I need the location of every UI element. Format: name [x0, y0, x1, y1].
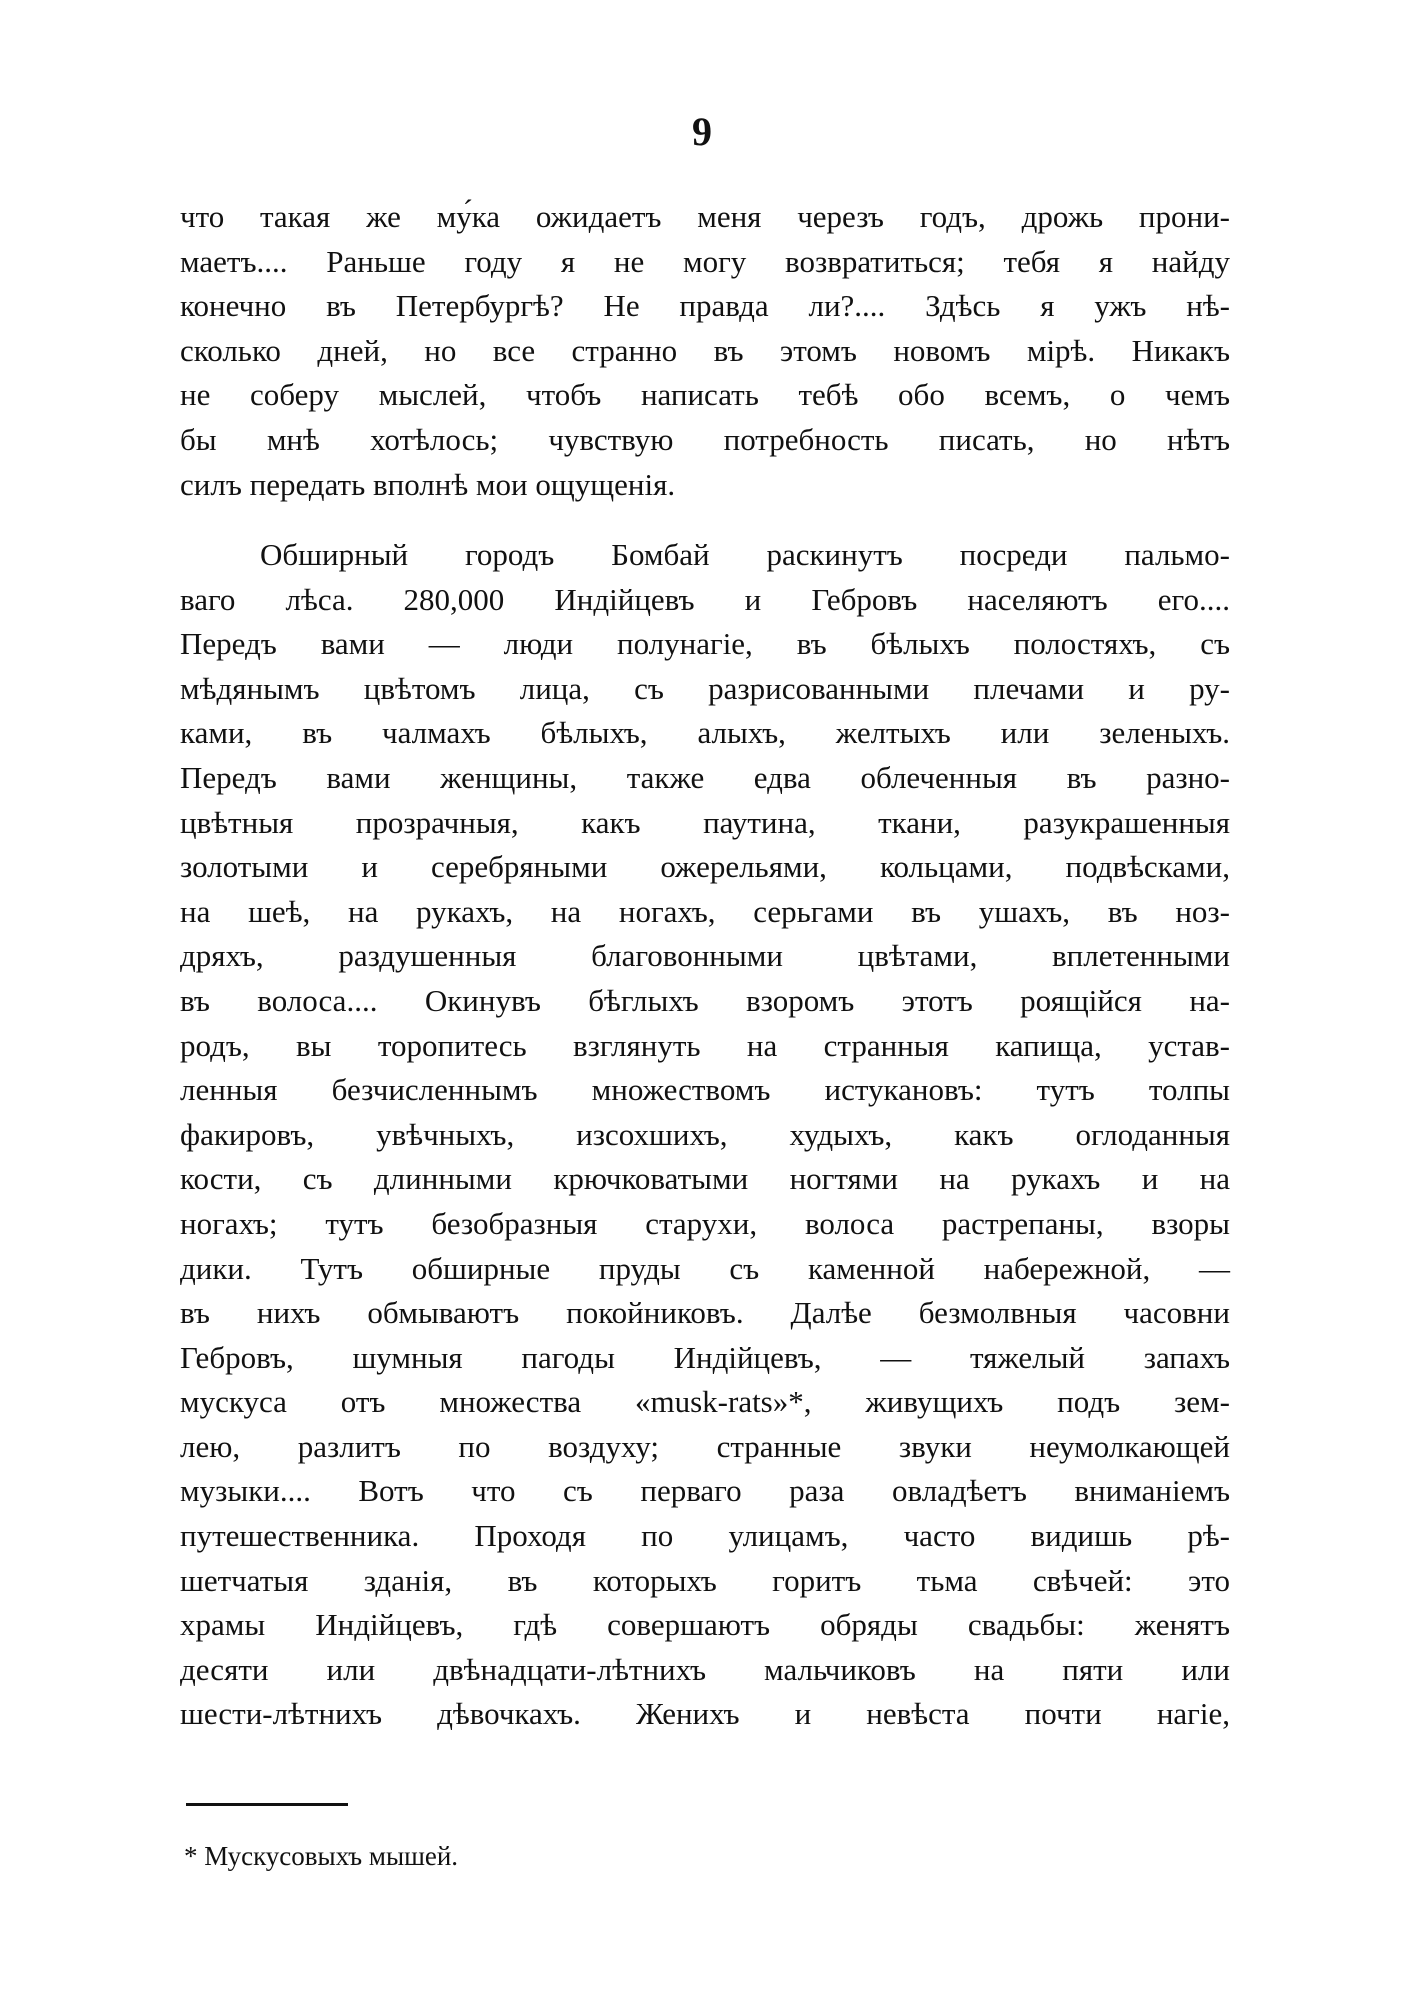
text-line: ваго лѣса. 280,000 Индійцевъ и Гебровъ населяютъ его....	[180, 581, 1230, 617]
text-line: Передъ вами — люди полунагіе, въ бѣлыхъ полостяхъ, съ	[180, 626, 1230, 662]
page-number: 9	[692, 109, 712, 154]
footnote-divider	[186, 1803, 348, 1806]
text-line: мускуса отъ множества «musk-rats»*, живущихъ подъ зем-	[180, 1384, 1230, 1420]
text-line: бы мнѣ хотѣлось; чувствую потребность писать, но нѣтъ	[180, 421, 1230, 457]
text-line: ногахъ; тутъ безобразныя старухи, волоса растрепаны, взоры	[180, 1205, 1230, 1241]
text-line: факировъ, увѣчныхъ, изсохшихъ, худыхъ, какъ оглоданныя	[180, 1116, 1230, 1152]
text-line: десяти или двѣнадцати-лѣтнихъ мальчиковъ на пяти или	[180, 1651, 1230, 1687]
text-line: въ волоса.... Окинувъ бѣглыхъ взоромъ этотъ роящійся на-	[180, 982, 1230, 1018]
text-line: мѣдянымъ цвѣтомъ лица, съ разрисованными плечами и ру-	[180, 670, 1230, 706]
text-line: въ нихъ обмываютъ покойниковъ. Далѣе безмолвныя часовни	[180, 1295, 1230, 1331]
text-line: цвѣтныя прозрачныя, какъ паутина, ткани, разукрашенныя	[180, 804, 1230, 840]
text-line: музыки.... Вотъ что съ перваго раза овладѣетъ вниманіемъ	[180, 1473, 1230, 1509]
text-line: Обширный городъ Бомбай раскинутъ посреди пальмо-	[260, 537, 1230, 572]
text-line: шести-лѣтнихъ дѣвочкахъ. Женихъ и невѣста почти нагіе,	[180, 1696, 1230, 1732]
text-line: родъ, вы торопитесь взглянуть на странныя капища, устав-	[180, 1027, 1230, 1063]
text-line: дики. Тутъ обширные пруды съ каменной набережной, —	[180, 1250, 1230, 1286]
text-line: путешественника. Проходя по улицамъ, часто видишь рѣ-	[180, 1518, 1230, 1554]
text-line: золотыми и серебряными ожерельями, кольцами, подвѣсками,	[180, 849, 1230, 885]
text-line: маетъ.... Раньше году я не могу возвратиться; тебя я найду	[180, 243, 1230, 279]
text-line: ленныя безчисленнымъ множествомъ истукановъ: тутъ толпы	[180, 1072, 1230, 1108]
paragraph-2	[180, 533, 1230, 1737]
text-line: сколько дней, но все странно въ этомъ новомъ мірѣ. Никакъ	[180, 332, 1230, 368]
text-line: шетчатыя зданія, въ которыхъ горитъ тьма свѣчей: это	[180, 1562, 1230, 1598]
text-line: кости, съ длинными крючковатыми ногтями на рукахъ и на	[180, 1161, 1230, 1197]
text-line: конечно въ Петербургѣ? Не правда ли?.... Здѣсь я ужъ нѣ-	[180, 288, 1230, 324]
text-line: ками, въ чалмахъ бѣлыхъ, алыхъ, желтыхъ или зеленыхъ.	[180, 715, 1230, 751]
text-line: дряхъ, раздушенныя благовонными цвѣтами, вплетенными	[180, 938, 1230, 974]
text-line: на шеѣ, на рукахъ, на ногахъ, серьгами въ ушахъ, въ ноз-	[180, 893, 1230, 929]
text-line: храмы Индійцевъ, гдѣ совершаютъ обряды свадьбы: женятъ	[180, 1607, 1230, 1643]
text-line: силъ передать вполнѣ мои ощущенія.	[180, 466, 676, 502]
text-line: не соберу мыслей, чтобъ написать тебѣ обо всемъ, о чемъ	[180, 377, 1230, 413]
paragraph-1	[180, 195, 1230, 507]
text-line: что такая же му́ка ожидаетъ меня черезъ годъ, дрожь прони-	[180, 199, 1230, 234]
text-line: лею, разлитъ по воздуху; странные звуки неумолкающей	[180, 1428, 1230, 1464]
footnote: * Мускусовыхъ мышей.	[184, 1841, 459, 1871]
text-line: Передъ вами женщины, также едва облеченныя въ разно-	[180, 759, 1230, 795]
text-line: Гебровъ, шумныя пагоды Индійцевъ, — тяжелый запахъ	[180, 1339, 1230, 1375]
